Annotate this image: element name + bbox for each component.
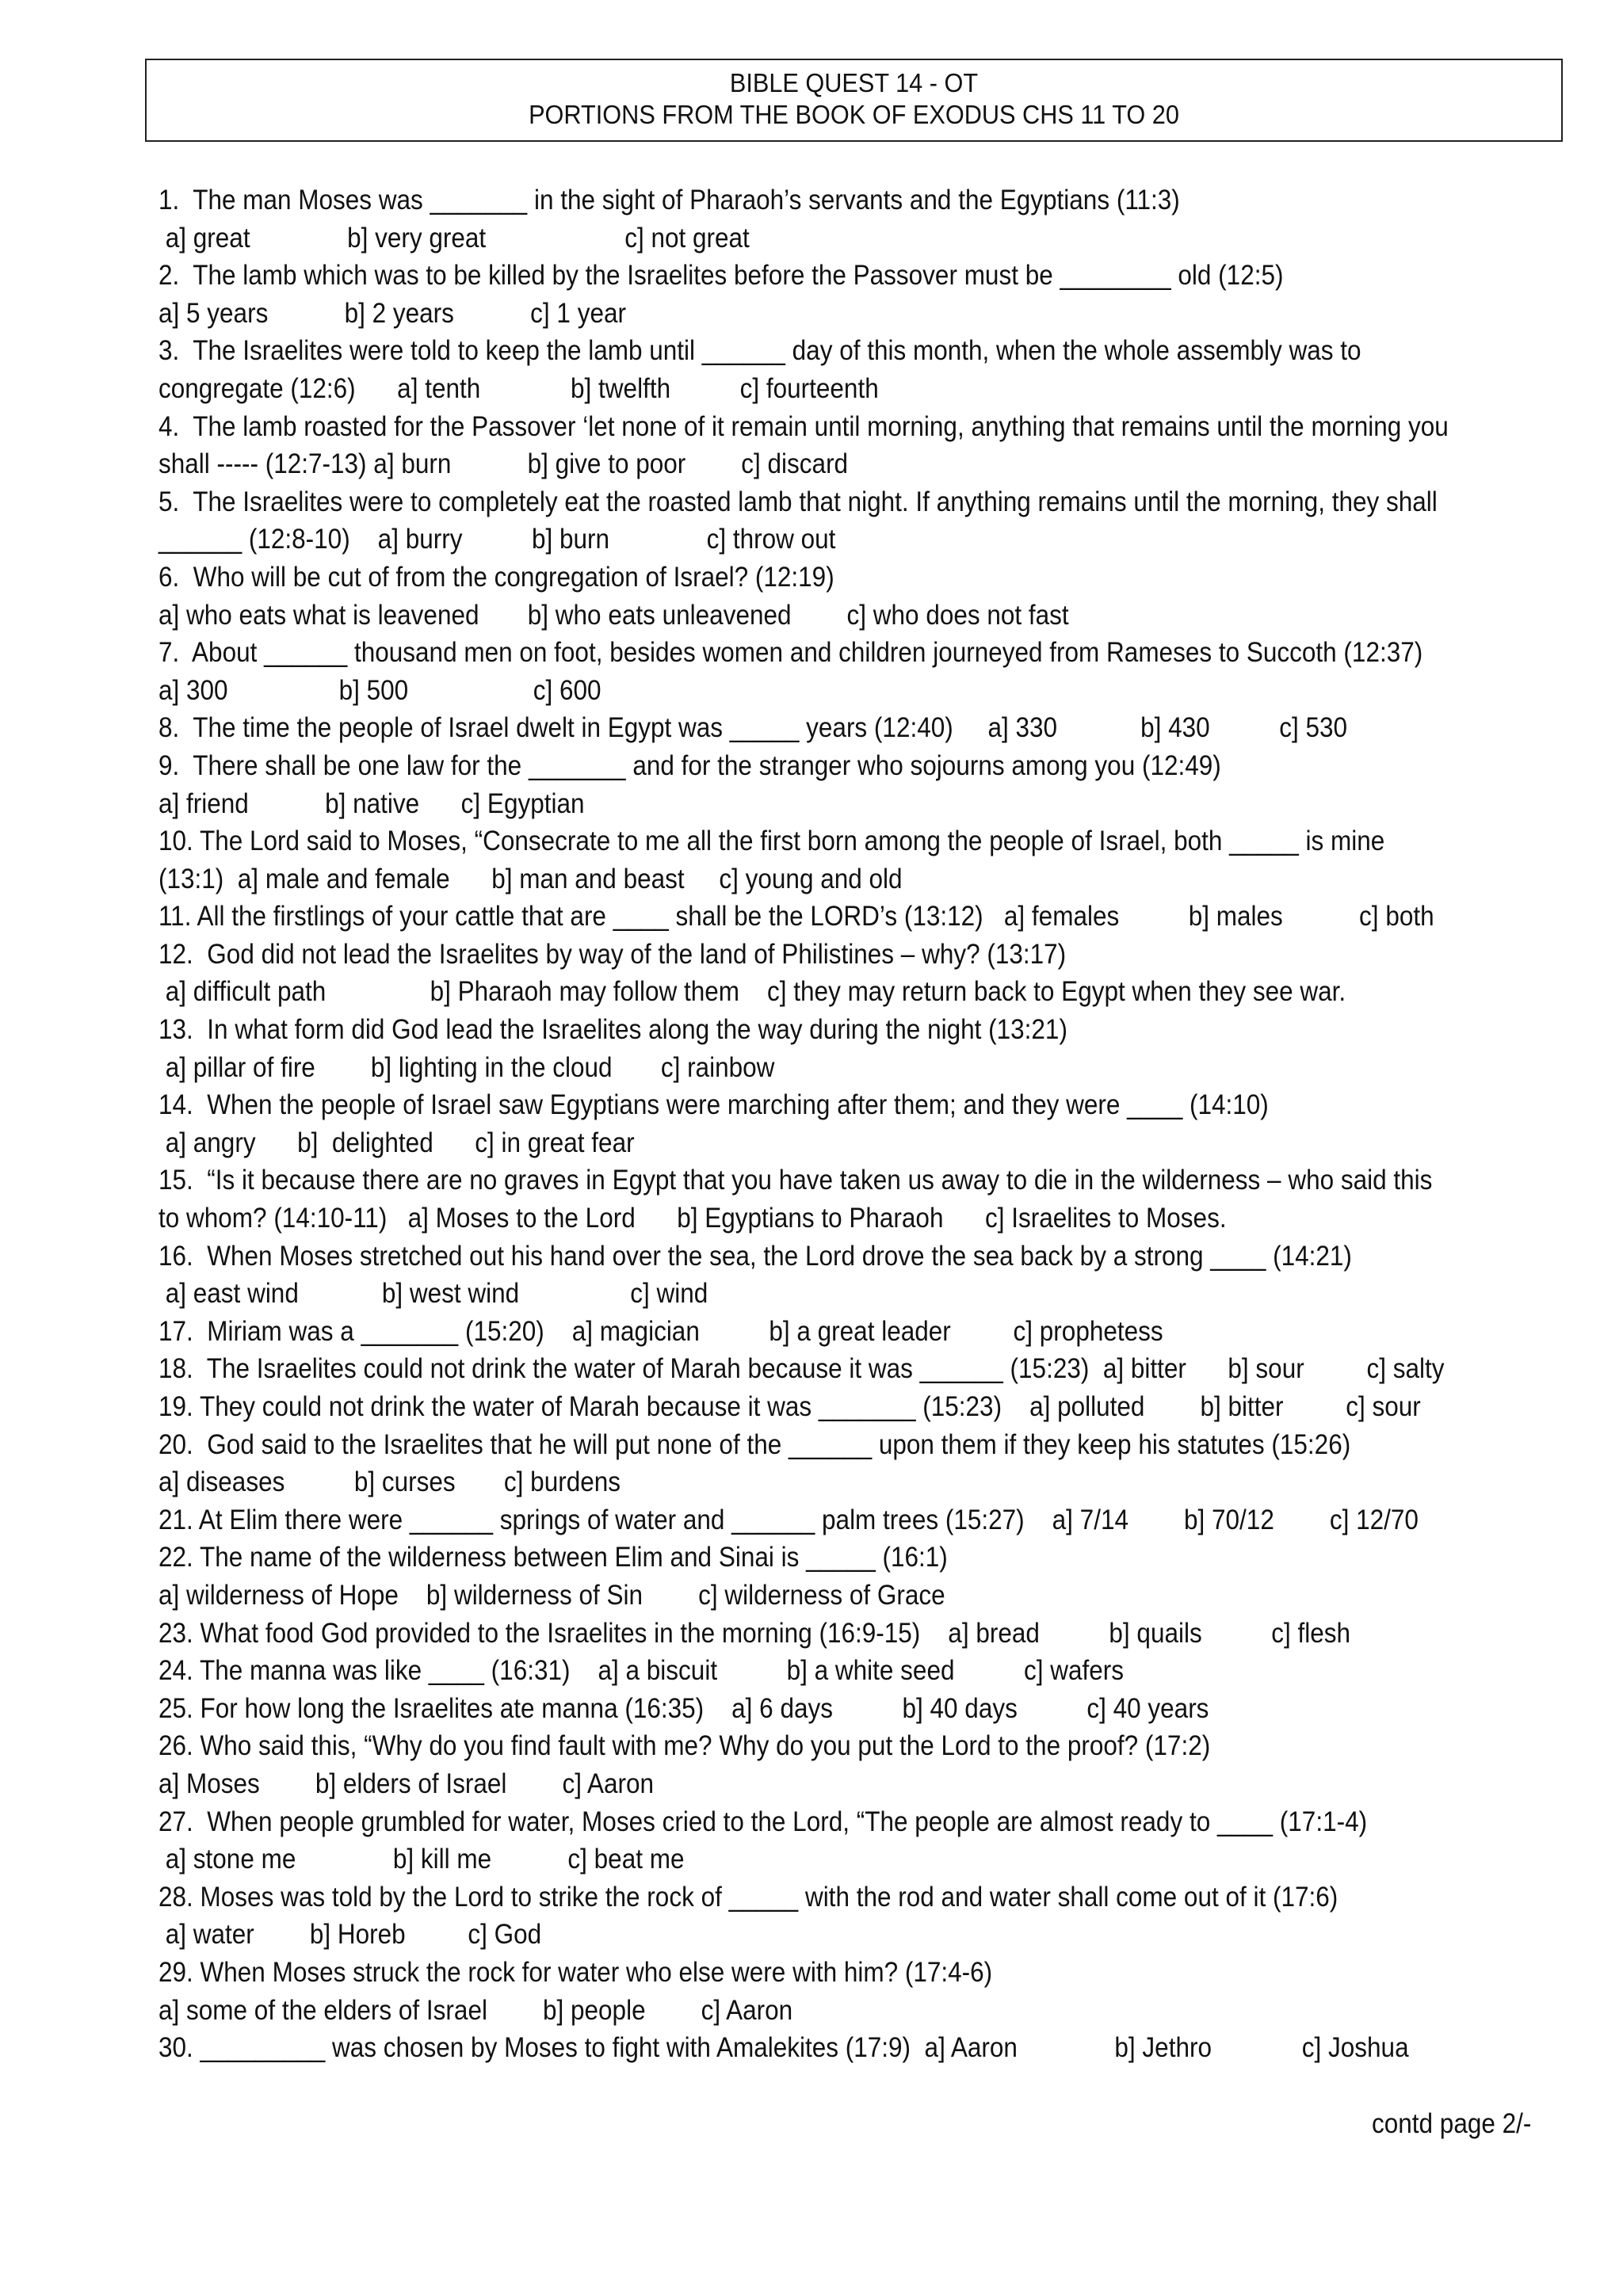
text-line: 1. The man Moses was _______ in the sight of Pharaoh’s servants and the Egyptians (11:3) bbox=[158, 185, 1180, 215]
text-line: 6. Who will be cut of from the congregation of Israel? (12:19) bbox=[158, 561, 834, 593]
text-line: a] stone me b] kill me c] beat me bbox=[158, 1844, 685, 1875]
text-line: 18. The Israelites could not drink the water of Marah because it was ______ (15:23) a] bitter b] sour c] salty bbox=[158, 1353, 1445, 1385]
text-line: 26. Who said this, “Why do you find fault with me? Why do you put the Lord to the proof? (17:2) bbox=[158, 1730, 1211, 1762]
text-line: a] pillar of fire b] lighting in the cloud c] rainbow bbox=[158, 1051, 775, 1083]
text-line: 20. God said to the Israelites that he will put none of the ______ upon them if they keep his statutes (15:26) bbox=[158, 1428, 1351, 1460]
text-line: a] angry b] delighted c] in great fear bbox=[158, 1127, 635, 1158]
quiz-title: BIBLE QUEST 14 - OT bbox=[729, 68, 979, 97]
text-line: 10. The Lord said to Moses, “Consecrate to me all the first born among the people of Israel, both _____ is mine bbox=[158, 826, 1385, 857]
text-line: 4. The lamb roasted for the Passover ‘let none of it remain until morning, anything that remains until the morning you bbox=[158, 410, 1449, 442]
text-line: a] 300 b] 500 c] 600 bbox=[158, 674, 601, 706]
text-line: shall ----- (12:7-13) a] burn b] give to poor c] discard bbox=[158, 448, 849, 480]
text-line: 27. When people grumbled for water, Moses cried to the Lord, “The people are almost ready to ____ (17:1-4) bbox=[158, 1806, 1368, 1837]
text-line: 9. There shall be one law for the _______ and for the stranger who sojourns among you (12:49) bbox=[158, 749, 1221, 781]
text-line: a] who eats what is leavened b] who eats unleavened c] who does not fast bbox=[158, 599, 1069, 631]
text-line: a] east wind b] west wind c] wind bbox=[158, 1278, 708, 1310]
text-line: 16. When Moses stretched out his hand over the sea, the Lord drove the sea back by a strong ____ (14:21) bbox=[158, 1240, 1352, 1272]
text-line: 13. In what form did God lead the Israelites along the way during the night (13:21) bbox=[158, 1014, 1067, 1046]
text-line: a] difficult path b] Pharaoh may follow them c] they may return back to Egypt when they see war. bbox=[158, 976, 1346, 1008]
text-line: 21. At Elim there were ______ springs of water and ______ palm trees (15:27) a] 7/14 b] 70/12 c] 12/70 bbox=[158, 1504, 1419, 1535]
text-line: (13:1) a] male and female b] man and beast c] young and old bbox=[158, 863, 903, 894]
text-line: 19. They could not drink the water of Marah because it was _______ (15:23) a] polluted b] bitter c] sour bbox=[158, 1391, 1421, 1422]
text-line: 28. Moses was told by the Lord to strike the rock of _____ with the rod and water shall come out of it (17:6) bbox=[158, 1881, 1338, 1913]
text-line: a] water b] Horeb c] God bbox=[158, 1919, 542, 1951]
text-line: 2. The lamb which was to be killed by the Israelites before the Passover must be ________ old (12:5) bbox=[158, 260, 1284, 292]
text-line: to whom? (14:10-11) a] Moses to the Lord b] Egyptians to Pharaoh c] Israelites to Moses. bbox=[158, 1203, 1227, 1234]
title-box bbox=[145, 59, 1563, 142]
text-line: ______ (12:8-10) a] burry b] burn c] throw out bbox=[158, 524, 836, 555]
text-line: 7. About ______ thousand men on foot, besides women and children journeyed from Rameses to Succoth (12:37) bbox=[158, 637, 1423, 669]
text-line: 22. The name of the wilderness between Elim and Sinai is _____ (16:1) bbox=[158, 1542, 948, 1573]
text-line: 23. What food God provided to the Israelites in the morning (16:9-15) a] bread b] quails c] flesh bbox=[158, 1617, 1351, 1649]
text-line: 30. _________ was chosen by Moses to fight with Amalekites (17:9) a] Aaron b] Jethro c] Joshua bbox=[158, 2032, 1409, 2064]
text-line: congregate (12:6) a] tenth b] twelfth c] fourteenth bbox=[158, 372, 879, 404]
text-line: 11. All the firstlings of your cattle that are ____ shall be the LORD’s (13:12) a] females b] males c] both bbox=[158, 901, 1434, 933]
quiz-subtitle: PORTIONS FROM THE BOOK OF EXODUS CHS 11 TO 20 bbox=[529, 100, 1179, 129]
text-line: a] friend b] native c] Egyptian bbox=[158, 788, 585, 819]
text-line: 25. For how long the Israelites ate manna (16:35) a] 6 days b] 40 days c] 40 years bbox=[158, 1692, 1209, 1724]
text-line: a] some of the elders of Israel b] people c] Aaron bbox=[158, 1994, 793, 2026]
text-line: a] 5 years b] 2 years c] 1 year bbox=[158, 297, 626, 329]
text-line: 3. The Israelites were told to keep the lamb until ______ day of this month, when the whole assembly was to bbox=[158, 335, 1361, 367]
text-line: 5. The Israelites were to completely eat the roasted lamb that night. If anything remains until the morning, they shall bbox=[158, 486, 1438, 517]
text-line: 17. Miriam was a _______ (15:20) a] magician b] a great leader c] prophetess bbox=[158, 1315, 1163, 1347]
question-list bbox=[158, 181, 1577, 2067]
text-line: 14. When the people of Israel saw Egyptians were marching after them; and they were ____ (14:10) bbox=[158, 1089, 1269, 1121]
text-line: 8. The time the people of Israel dwelt in Egypt was _____ years (12:40) a] 330 b] 430 c] 530 bbox=[158, 712, 1348, 744]
text-line: a] diseases b] curses c] burdens bbox=[158, 1466, 621, 1498]
text-line: 15. “Is it because there are no graves in Egypt that you have taken us away to die in the wilderness – who said this bbox=[158, 1165, 1433, 1196]
text-line: a] Moses b] elders of Israel c] Aaron bbox=[158, 1768, 655, 1799]
text-line: 29. When Moses struck the rock for water who else were with him? (17:4-6) bbox=[158, 1956, 993, 1988]
text-line: a] wilderness of Hope b] wilderness of Sin c] wilderness of Grace bbox=[158, 1579, 945, 1611]
continued-note: contd page 2/- bbox=[1372, 2108, 1532, 2139]
text-line: 12. God did not lead the Israelites by way of the land of Philistines – why? (13:17) bbox=[158, 938, 1067, 970]
text-line: 24. The manna was like ____ (16:31) a] a biscuit b] a white seed c] wafers bbox=[158, 1655, 1125, 1687]
text-line: a] great b] very great c] not great bbox=[158, 222, 750, 254]
